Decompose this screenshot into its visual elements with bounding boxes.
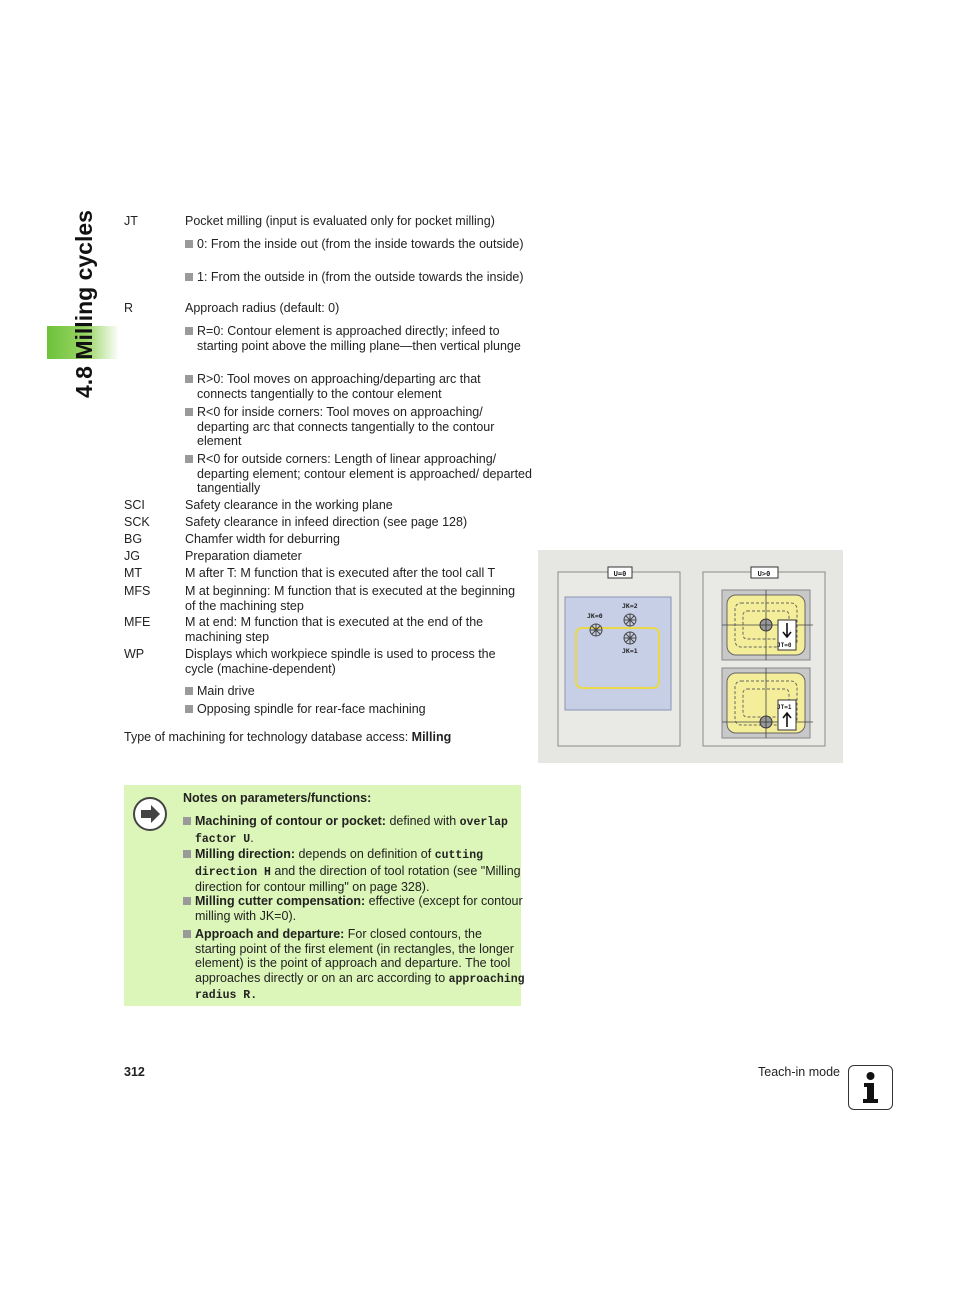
cutter-icon xyxy=(760,619,772,631)
cutter-icon xyxy=(590,624,602,636)
param-key-jg: JG xyxy=(124,549,140,563)
param-key-r: R xyxy=(124,301,134,315)
jt0-label: JT=0 xyxy=(777,642,792,649)
note-label: Milling direction: xyxy=(195,847,295,861)
param-key-wp: WP xyxy=(124,647,145,661)
param-key-sci: SCI xyxy=(124,498,145,512)
note-label: Milling cutter compensation: xyxy=(195,894,366,908)
footer-section: Teach-in mode xyxy=(758,1065,840,1079)
jk2-label: JK=2 xyxy=(622,602,638,610)
note-item: Milling cutter compensation: effective (except for contour milling with JK=0). xyxy=(183,894,525,923)
r-option: R>0: Tool moves on approaching/departing arc that connects tangentially to the contour element xyxy=(185,372,532,401)
param-key-sck: SCK xyxy=(124,515,150,529)
jt-option: 1: From the outside in (from the outside towards the inside) xyxy=(185,270,532,285)
param-key-mfs: MFS xyxy=(124,584,151,598)
jt1-label: JT=1 xyxy=(777,704,792,711)
param-desc-mt: M after T: M function that is executed after the tool call T xyxy=(185,566,496,580)
note-label: Approach and departure: xyxy=(195,927,345,941)
jt-option: 0: From the inside out (from the inside towards the outside) xyxy=(185,237,532,252)
jk0-label: JK=0 xyxy=(587,612,603,620)
machining-type-value: Milling xyxy=(411,730,452,744)
r-option: R<0 for outside corners: Length of linear approaching/ departing element; contour element is approached/ departed tangentially xyxy=(185,452,532,496)
left-tag: U=0 xyxy=(613,570,627,578)
param-desc-wp: Displays which workpiece spindle is used to process the cycle (machine-dependent) xyxy=(185,647,496,676)
param-desc-jt: Pocket milling (input is evaluated only for pocket milling) xyxy=(185,214,495,228)
arrow-right-icon xyxy=(133,797,167,831)
param-desc-mfs: M at beginning: M function that is executed at the beginning of the machining step xyxy=(185,584,516,613)
section-title: 4.8 Milling cycles xyxy=(71,210,97,398)
jk1-label: JK=1 xyxy=(622,647,638,655)
milling-figure xyxy=(538,550,843,763)
param-desc-mfe: M at end: M function that is executed at the end of the machining step xyxy=(185,615,484,644)
wp-option: Opposing spindle for rear-face machining xyxy=(185,702,532,717)
param-desc-sck: Safety clearance in infeed direction (see page 128) xyxy=(185,515,468,529)
param-desc-r: Approach radius (default: 0) xyxy=(185,301,340,315)
param-desc-jg: Preparation diameter xyxy=(185,549,302,563)
param-desc-bg: Chamfer width for deburring xyxy=(185,532,340,546)
right-tag: U>0 xyxy=(757,570,771,578)
notes-box xyxy=(124,785,525,1006)
note-label: Machining of contour or pocket: xyxy=(195,814,386,828)
wp-option: Main drive xyxy=(185,684,532,699)
info-icon xyxy=(848,1065,893,1110)
cutter-icon xyxy=(624,632,636,644)
notes-title: Notes on parameters/functions: xyxy=(183,791,372,805)
r-option: R<0 for inside corners: Tool moves on approaching/ departing arc that connects tangentially to the contour element xyxy=(185,405,532,449)
param-key-mfe: MFE xyxy=(124,615,151,629)
param-key-bg: BG xyxy=(124,532,143,546)
cutter-icon xyxy=(760,716,772,728)
note-item: Milling direction: depends on definition of cutting direction H and the direction of tool rotation (see "Milling direction for contour milling" on page 328). xyxy=(183,847,525,895)
param-key-mt: MT xyxy=(124,566,143,580)
cutter-icon xyxy=(624,614,636,626)
param-key-jt: JT xyxy=(124,214,138,228)
machining-type-label: Type of machining for technology database access: xyxy=(124,730,412,744)
note-item: Machining of contour or pocket: defined with overlap factor U. xyxy=(183,814,525,847)
milling-diagram xyxy=(538,550,843,763)
machining-type-line xyxy=(124,730,451,745)
r-option: R=0: Contour element is approached directly; infeed to starting point above the milling plane—then vertical plunge xyxy=(185,324,532,353)
param-desc-sci: Safety clearance in the working plane xyxy=(185,498,393,512)
page-number: 312 xyxy=(124,1065,145,1079)
note-item: Approach and departure: For closed contours, the starting point of the first element (in rectangles, the longer element) is the point of approach and departure. The tool approaches directly or on an arc according to approaching radius R. xyxy=(183,927,525,1004)
